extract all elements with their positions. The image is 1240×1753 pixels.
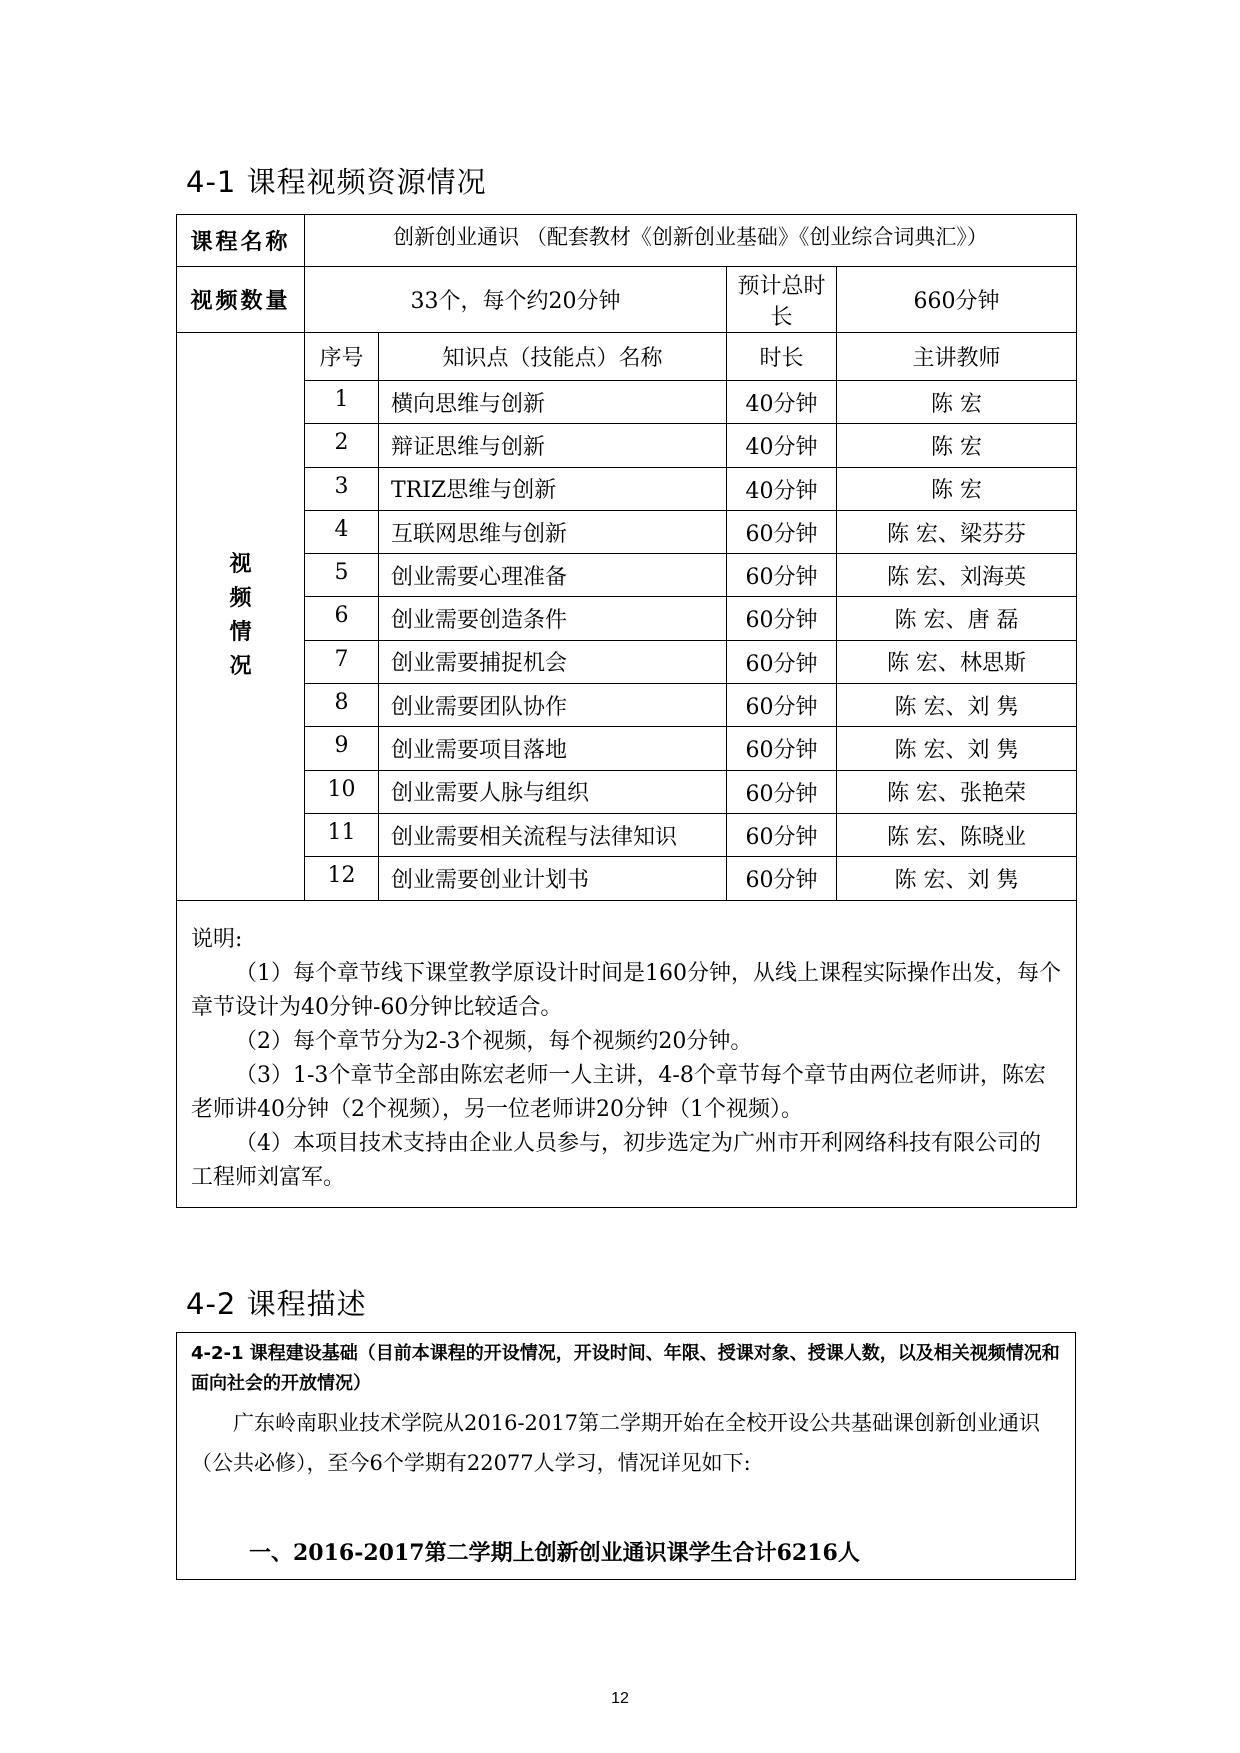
row-name: 辩证思维与创新 xyxy=(379,424,727,467)
row-no: 9 xyxy=(305,727,379,770)
row-no: 8 xyxy=(305,684,379,727)
course-description-table xyxy=(176,1332,1076,1580)
row-no: 1 xyxy=(305,381,379,424)
row-name: 创业需要捕捉机会 xyxy=(379,640,727,683)
video-count-value: 33个，每个约20分钟 xyxy=(305,267,727,333)
row-teacher: 陈 宏、唐 磊 xyxy=(837,597,1077,640)
row-teacher: 陈 宏 xyxy=(837,467,1077,510)
video-count-label: 视频数量 xyxy=(177,267,305,333)
row-name: 横向思维与创新 xyxy=(379,381,727,424)
desc-heading: 4-2-1 课程建设基础（目前本课程的开设情况，开设时间、年限、授课对象、授课人数，以及相关视频情况和面向社会的开放情况） xyxy=(191,1343,1060,1394)
notes-heading: 说明: xyxy=(191,926,243,952)
video-section-label-char: 情 xyxy=(229,620,252,646)
row-duration: 60分钟 xyxy=(727,597,837,640)
row-duration: 60分钟 xyxy=(727,510,837,553)
row-name: 互联网思维与创新 xyxy=(379,510,727,553)
col-header-name: 知识点（技能点）名称 xyxy=(379,333,727,381)
row-no: 2 xyxy=(305,424,379,467)
row-teacher: 陈 宏、林思斯 xyxy=(837,640,1077,683)
row-duration: 60分钟 xyxy=(727,684,837,727)
est-duration-value: 660分钟 xyxy=(837,267,1077,333)
row-duration: 60分钟 xyxy=(727,857,837,900)
section-title-4-2: 4-2 课程描述 xyxy=(186,1287,367,1321)
row-name: 创业需要项目落地 xyxy=(379,727,727,770)
row-no: 12 xyxy=(305,857,379,900)
desc-subheading: 一、2016-2017第二学期上创新创业通识课学生合计6216人 xyxy=(249,1540,860,1566)
table-row xyxy=(177,640,1077,683)
note-item: （3）1-3个章节全部由陈宏老师一人主讲，4-8个章节每个章节由两位老师讲，陈宏老师讲40分钟（2个视频），另一位老师讲20分钟（1个视频）。 xyxy=(191,1062,1046,1122)
table-row xyxy=(177,597,1077,640)
table-row xyxy=(177,510,1077,553)
table-row xyxy=(177,770,1077,813)
row-no: 5 xyxy=(305,554,379,597)
row-duration: 40分钟 xyxy=(727,381,837,424)
row-duration: 60分钟 xyxy=(727,640,837,683)
col-header-teacher: 主讲教师 xyxy=(837,333,1077,381)
video-section-label-char: 况 xyxy=(229,654,252,680)
table-row xyxy=(177,684,1077,727)
video-section-label-char: 频 xyxy=(229,586,252,612)
table-row xyxy=(177,727,1077,770)
table-row xyxy=(177,424,1077,467)
row-name: 创业需要团队协作 xyxy=(379,684,727,727)
col-header-duration: 时长 xyxy=(727,333,837,381)
row-no: 10 xyxy=(305,770,379,813)
note-item: （2）每个章节分为2-3个视频，每个视频约20分钟。 xyxy=(235,1028,753,1054)
row-duration: 60分钟 xyxy=(727,727,837,770)
est-duration-label: 预计总时长 xyxy=(727,267,837,333)
table-row xyxy=(177,857,1077,900)
video-section-label-char: 视 xyxy=(229,552,252,578)
row-name: 创业需要创业计划书 xyxy=(379,857,727,900)
video-section-label xyxy=(177,333,305,901)
row-teacher: 陈 宏、刘海英 xyxy=(837,554,1077,597)
row-duration: 60分钟 xyxy=(727,770,837,813)
row-teacher: 陈 宏 xyxy=(837,381,1077,424)
note-item: （1）每个章节线下课堂教学原设计时间是160分钟，从线上课程实际操作出发，每个章节设计为40分钟-60分钟比较适合。 xyxy=(191,960,1061,1020)
row-teacher: 陈 宏、刘 隽 xyxy=(837,684,1077,727)
course-name-label: 课程名称 xyxy=(177,215,305,267)
row-teacher: 陈 宏 xyxy=(837,424,1077,467)
table-row xyxy=(177,467,1077,510)
row-teacher: 陈 宏、陈晓业 xyxy=(837,813,1077,856)
row-teacher: 陈 宏、梁芬芬 xyxy=(837,510,1077,553)
row-no: 4 xyxy=(305,510,379,553)
course-name-value: 创新创业通识 （配套教材《创新创业基础》《创业综合词典汇》） xyxy=(305,215,1077,267)
row-teacher: 陈 宏、张艳荣 xyxy=(837,770,1077,813)
row-no: 11 xyxy=(305,813,379,856)
note-item: （4）本项目技术支持由企业人员参与，初步选定为广州市开利网络科技有限公司的工程师刘富军。 xyxy=(191,1130,1041,1190)
table-row xyxy=(177,381,1077,424)
section-title-4-1: 4-1 课程视频资源情况 xyxy=(186,165,487,199)
notes-cell xyxy=(177,900,1077,1207)
page-number: 12 xyxy=(611,1690,629,1707)
row-name: TRIZ思维与创新 xyxy=(379,467,727,510)
row-name: 创业需要人脉与组织 xyxy=(379,770,727,813)
row-duration: 60分钟 xyxy=(727,813,837,856)
col-header-no: 序号 xyxy=(305,333,379,381)
row-teacher: 陈 宏、刘 隽 xyxy=(837,857,1077,900)
row-duration: 40分钟 xyxy=(727,424,837,467)
row-no: 6 xyxy=(305,597,379,640)
row-name: 创业需要心理准备 xyxy=(379,554,727,597)
row-duration: 60分钟 xyxy=(727,554,837,597)
table-row xyxy=(177,813,1077,856)
row-duration: 40分钟 xyxy=(727,467,837,510)
row-name: 创业需要创造条件 xyxy=(379,597,727,640)
row-no: 7 xyxy=(305,640,379,683)
row-teacher: 陈 宏、刘 隽 xyxy=(837,727,1077,770)
table-row xyxy=(177,554,1077,597)
video-resources-table xyxy=(176,214,1077,1208)
desc-body: 广东岭南职业技术学院从2016-2017第二学期开始在全校开设公共基础课创新创业通识（公共必修），至今6个学期有22077人学习，情况详见如下: xyxy=(191,1411,1040,1475)
row-name: 创业需要相关流程与法律知识 xyxy=(379,813,727,856)
row-no: 3 xyxy=(305,467,379,510)
